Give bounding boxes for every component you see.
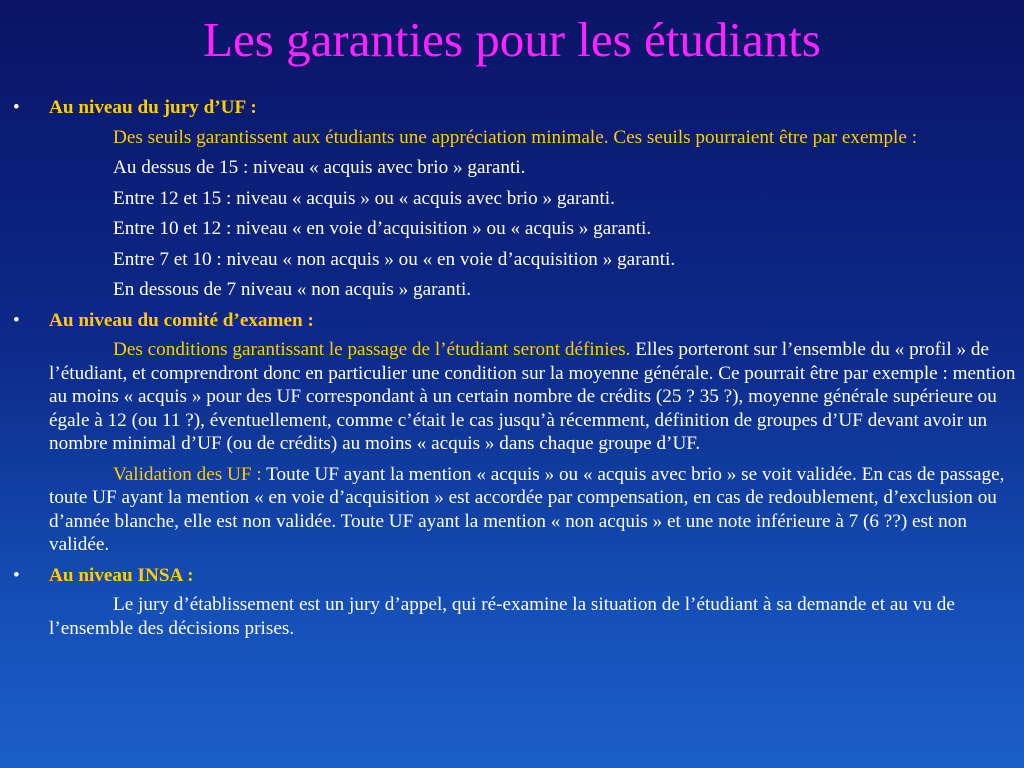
insa-paragraph: Le jury d’établissement est un jury d’appel, qui ré-examine la situation de l’étudiant à sa demande et au vu de l’ensemble des décisions prises. — [49, 594, 955, 639]
section-heading: Au niveau du jury d’UF : — [49, 97, 257, 118]
paragraph-lead: Validation des UF : — [113, 463, 262, 485]
threshold-item: Entre 12 et 15 : niveau « acquis » ou « acquis avec brio » garanti. — [113, 187, 615, 209]
bullet-icon: • — [13, 309, 20, 331]
conditions-paragraph — [49, 338, 1017, 456]
threshold-item: En dessous de 7 niveau « non acquis » garanti. — [113, 279, 472, 300]
slide-title: Les garanties pour les étudiants — [203, 12, 821, 67]
paragraph-text: Elles porteront sur l’ensemble du « profil » de l’étudiant, et comprendront donc en particulier une condition sur la moyenne générale. Ce pourrait être par exemple : mention au moins « acquis » pour des UF correspondant à un certain nombre de crédits (25 ? 35 ?), moyenne générale supérieure ou égale à 12 (ou 11 ?), éventuellement, comme c’était le cas jusqu’à récemment, définition de groupes d’UF devant avoir un nombre minimal d’UF (ou de crédits) au moins « acquis » dans chaque groupe d’UF. — [49, 339, 1016, 454]
slide-content — [13, 96, 1017, 647]
paragraph-lead: Des conditions garantissant le passage de l’étudiant seront définies. — [113, 339, 631, 360]
threshold-item: Entre 10 et 12 : niveau « en voie d’acquisition » ou « acquis » garanti. — [113, 218, 652, 239]
bullet-icon: • — [13, 97, 20, 118]
paragraph-text: Toute UF ayant la mention « acquis » ou « acquis avec brio » se voit validée. En cas de passage, toute UF ayant la mention « en voie d’acquisition » est accordée par compensation, en cas de redoublement, d’exclusion ou d’année blanche, elle est non validée. Toute UF ayant la mention « non acquis » et une note inférieure à 7 (6 ??) est non validée. — [49, 463, 1005, 555]
section-heading: Au niveau INSA : — [49, 564, 194, 586]
section-jury-uf — [13, 96, 1017, 120]
section-intro: Des seuils garantissent aux étudiants une appréciation minimale. Ces seuils pourraient être par exemple : — [113, 126, 918, 148]
section-comite-examen — [13, 309, 1017, 333]
threshold-item: Entre 7 et 10 : niveau « non acquis » ou « en voie d’acquisition » garanti. — [113, 248, 676, 270]
bullet-icon: • — [13, 564, 20, 586]
validation-paragraph — [49, 463, 1017, 557]
section-heading: Au niveau du comité d’examen : — [49, 309, 314, 331]
section-insa — [13, 564, 1017, 588]
threshold-item: Au dessus de 15 : niveau « acquis avec brio » garanti. — [113, 157, 526, 178]
